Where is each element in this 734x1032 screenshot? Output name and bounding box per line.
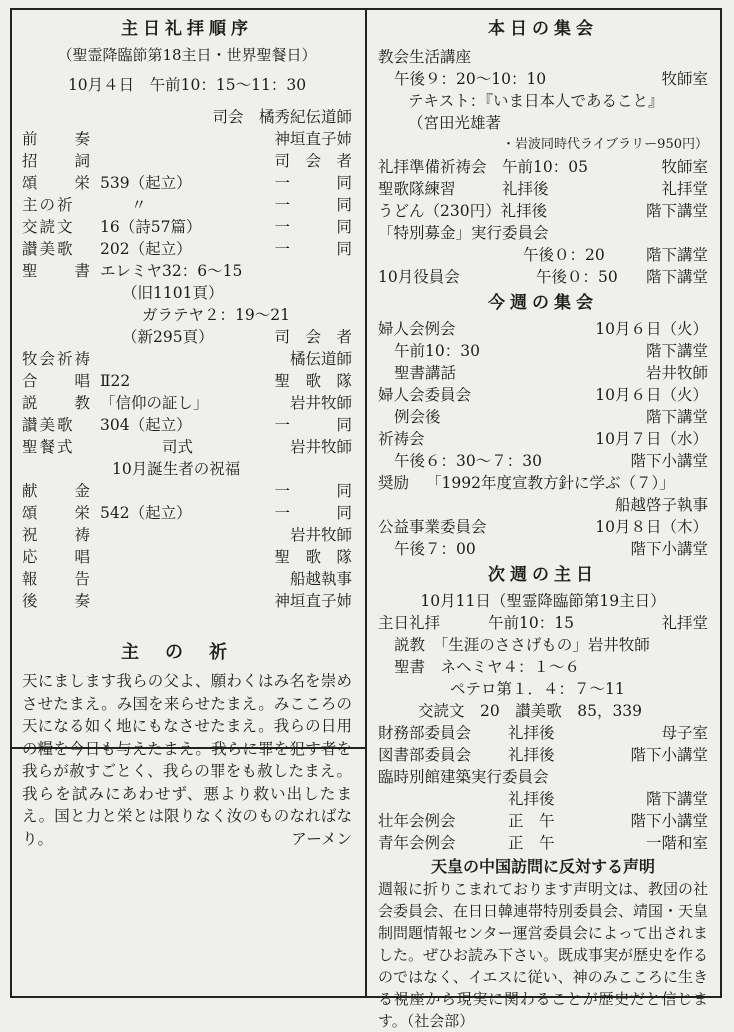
order-item-person: 司 会 者: [274, 152, 352, 170]
prayer-amen: アーメン: [291, 830, 352, 848]
order-item: [22, 524, 352, 546]
order-item-person: 一 同: [274, 416, 352, 434]
order-item-detail: 202（起立）: [100, 240, 192, 258]
public-works-date: 10月８日（木）: [595, 518, 708, 536]
column-divider: [365, 8, 367, 998]
worship-order-subtitle: （聖霊降臨節第18主日・世界聖餐日）: [57, 46, 317, 64]
order-item-label: 応 唱: [22, 548, 93, 566]
order-item-label: 後 奏: [22, 592, 93, 610]
womens-meeting-place: 階下講堂: [645, 342, 708, 360]
womens-meeting-date: 10月６日（火）: [595, 320, 708, 338]
lords-prayer-title: 主の祈: [121, 642, 253, 663]
lecture-time: 午後９：20〜10：10: [394, 70, 547, 88]
order-item-label: 前 奏: [22, 130, 93, 148]
order-item-label: 合 唱: [22, 372, 93, 390]
order-item-detail: エレミヤ32：6〜15: [100, 262, 243, 280]
meetings-column: [378, 18, 708, 1032]
order-item-detail: 司式: [100, 438, 194, 456]
building-committee-place: 階下講堂: [645, 790, 708, 808]
order-item: [22, 194, 352, 216]
scripture-reader: 司 会 者: [274, 328, 352, 346]
order-item: [22, 436, 352, 458]
order-item-person: 船越執事: [289, 570, 352, 588]
meeting-label: 壮年会例会: [378, 812, 456, 830]
order-item-detail: 16（詩57篇）: [100, 218, 202, 236]
next-bible-2: ペテロ第１．４：７〜11: [450, 680, 625, 698]
building-committee: 臨時別館建築実行委員会: [378, 768, 549, 786]
order-item-detail: 「信仰の証し」: [100, 394, 209, 412]
exhortation-label: 奨励: [378, 474, 410, 492]
building-committee-time: 礼拝後: [508, 790, 555, 808]
today-meeting-row: [378, 156, 708, 178]
order-item: [22, 348, 352, 370]
next-bible-1: 聖書 ネヘミヤ４：１〜６: [394, 658, 581, 676]
birthday-blessing: 10月誕生者の祝福: [112, 460, 241, 478]
next-sunday-date: 10月11日（聖霊降臨節第19主日）: [420, 592, 666, 610]
meeting-place: 階下講堂: [645, 202, 708, 220]
bible-talk: 聖書講話: [394, 364, 457, 382]
meeting-time: 礼拝後: [508, 724, 555, 742]
statement-text: 週報に折りこまれております声明文は、教団の社会委員会、在日日韓連帯特別委員会、靖国・天皇制問題情報センター運営委員会によって出されました。ぜひお読み下さい。既成事実が歴史を作るのではなく、イエスに従い、神のみこころに生きる視座から現実に関わることが歴史だと信じます。（社会部）: [378, 880, 709, 1030]
order-item-person: 一 同: [274, 240, 352, 258]
order-item-label: 祝 祷: [22, 526, 93, 544]
order-item: [22, 590, 352, 612]
public-works-committee: 公益事業委員会: [378, 518, 487, 536]
next-sermon: 説教 「生涯のささげもの」岩井牧師: [394, 636, 650, 654]
order-item-label: 交読文: [22, 218, 75, 236]
order-item: [22, 546, 352, 568]
worship-datetime: 10月４日 午前10：15〜11：30: [67, 76, 307, 94]
order-item-detail: [100, 480, 274, 502]
order-item-detail: 〃: [100, 196, 147, 214]
order-item: [22, 172, 352, 194]
order-item-label: 主の祈: [22, 196, 75, 214]
order-item-label: 聖 書: [22, 262, 93, 280]
order-item-detail: [100, 128, 274, 150]
today-meeting-row: [378, 178, 708, 200]
order-item-label: 頌 栄: [22, 504, 93, 522]
order-item-detail: [100, 546, 274, 568]
order-item-label: 報 告: [22, 570, 93, 588]
week-meetings-title: 今週の集会: [488, 293, 598, 313]
order-item: [22, 568, 352, 590]
next-worship: 主日礼拝: [378, 614, 441, 632]
next-meeting-row: [378, 744, 708, 766]
worship-order-column: [22, 18, 352, 850]
order-item-person: 一 同: [274, 196, 352, 214]
officers-time: 午後０：50: [535, 268, 618, 286]
meeting-label: 聖歌隊練習 礼拝後: [378, 180, 549, 198]
order-item-person: 岩井牧師: [289, 438, 352, 456]
next-worship-place: 礼拝堂: [661, 614, 708, 632]
order-item-label: 讃美歌: [22, 240, 75, 258]
meeting-time: 礼拝後: [508, 746, 555, 764]
order-item: [22, 238, 352, 260]
next-sunday-title: 次週の主日: [488, 565, 598, 585]
worship-order-title: 主日礼拝順序: [121, 19, 253, 39]
order-item: [22, 414, 352, 436]
order-item-label: 牧会祈祷: [22, 350, 93, 368]
next-reading-hymns: 交読文 20 讃美歌 85，339: [418, 702, 643, 720]
order-item-person: 神垣直子姉: [274, 592, 352, 610]
order-item-person: 一 同: [274, 174, 352, 192]
order-item: [22, 216, 352, 238]
order-item-person: 聖 歌 隊: [274, 548, 352, 566]
womens-committee: 婦人会委員会: [378, 386, 472, 404]
womens-committee-time: 例会後: [394, 408, 441, 426]
meeting-place: 母子室: [661, 724, 708, 742]
next-meeting-row: [378, 722, 708, 744]
public-works-time: 午後７：00: [394, 540, 476, 558]
meeting-place: 一階和室: [645, 834, 708, 852]
order-item: [22, 392, 352, 414]
lecture-author: （宮田光雄著: [408, 114, 502, 132]
order-item-person: 一 同: [274, 218, 352, 236]
order-item-label: 献 金: [22, 482, 93, 500]
today-meetings-title: 本日の集会: [488, 19, 598, 39]
next-worship-time: 午前10：15: [488, 614, 574, 632]
order-item-label: 招 詞: [22, 152, 93, 170]
order-item: [22, 128, 352, 150]
meeting-label: うどん（230円）礼拝後: [378, 202, 548, 220]
order-item: [22, 480, 352, 502]
bible-talk-by: 岩井牧師: [645, 364, 708, 382]
order-item-label: 聖餐式: [22, 438, 75, 456]
meeting-label: 財務部委員会: [378, 724, 472, 742]
special-fund-time: 午後０：20: [523, 246, 605, 264]
order-item: [22, 370, 352, 392]
order-item: [22, 150, 352, 172]
lecture-publisher: ・岩波同時代ライブラリー950円）: [501, 137, 708, 152]
scripture-new-page: （新295頁）: [122, 328, 214, 346]
scripture-nt: ガラテヤ２：19〜21: [142, 306, 290, 324]
order-item-detail: [100, 568, 290, 590]
lecture-name: 教会生活講座: [378, 48, 472, 66]
meeting-label: 図書部委員会: [378, 746, 472, 764]
womens-meeting-time: 午前10：30: [394, 342, 480, 360]
order-item-person: 一 同: [274, 482, 352, 500]
meeting-place: 牧師室: [661, 158, 708, 176]
officers-meeting: 10月役員会: [378, 268, 460, 286]
order-item: [22, 502, 352, 524]
meeting-label: 礼拝準備祈祷会 午前10：05: [378, 158, 588, 176]
order-item-label: 説 教: [22, 394, 93, 412]
lords-prayer-text: 天にまします我らの父よ、願わくはみ名を崇めさせたまえ。み国を来らせたまえ。みこころの天になる如く地にもなさせたまえ。我らの日用の糧を今日も与えたまえ。我らに罪を犯す者を我らが赦すごとく、我らの罪をも赦したまえ。我らを試みにあわせず、悪より救い出したまえ。国と力と栄とは限りなく汝のものなればなり。: [22, 672, 352, 848]
order-item-person: 神垣直子姉: [274, 130, 352, 148]
meeting-place: 階下小講堂: [630, 746, 708, 764]
order-item-detail: [100, 590, 274, 612]
womens-committee-date: 10月６日（火）: [595, 386, 708, 404]
order-item: [22, 260, 352, 282]
order-item-detail: 304（起立）: [100, 416, 192, 434]
order-item-detail: [100, 150, 274, 172]
lecture-text: テキスト：『いま日本人であること』: [408, 92, 664, 110]
order-item-detail: 542（起立）: [100, 504, 192, 522]
next-meeting-row: [378, 810, 708, 832]
meeting-label: 青年会例会: [378, 834, 456, 852]
meeting-place: 階下小講堂: [630, 812, 708, 830]
lecture-place: 牧師室: [661, 70, 708, 88]
order-item-person: 岩井牧師: [289, 394, 352, 412]
special-fund-place: 階下講堂: [645, 246, 708, 264]
special-fund-committee: 「特別募金」実行委員会: [378, 224, 549, 242]
prayer-meeting-date: 10月７日（水）: [595, 430, 708, 448]
next-meeting-row: [378, 832, 708, 854]
meeting-time: 正 午: [508, 834, 555, 852]
prayer-meeting-place: 階下小講堂: [630, 452, 708, 470]
worship-leader: 司会 橘秀紀伝道師: [212, 108, 352, 126]
exhortation-title: 「1992年度宣教方針に学ぶ（７）」: [426, 474, 675, 492]
order-item-person: 聖 歌 隊: [274, 372, 352, 390]
womens-committee-place: 階下講堂: [645, 408, 708, 426]
prayer-meeting-time: 午後６：30〜７：30: [394, 452, 542, 470]
exhortation-by: 船越啓子執事: [614, 496, 708, 514]
order-item-person: 一 同: [274, 504, 352, 522]
order-item-detail: [100, 348, 290, 370]
order-item-label: 頌 栄: [22, 174, 93, 192]
order-item-person: 橘伝道師: [289, 350, 352, 368]
order-item-detail: Ⅱ22: [100, 372, 131, 390]
scripture-old-page: （旧1101頁）: [122, 284, 224, 302]
meeting-place: 礼拝堂: [661, 180, 708, 198]
order-item-detail: [100, 524, 290, 546]
order-item-person: 岩井牧師: [289, 526, 352, 544]
order-item-label: 讃美歌: [22, 416, 75, 434]
officers-place: 階下講堂: [645, 268, 708, 286]
prayer-meeting: 祈祷会: [378, 430, 425, 448]
public-works-place: 階下小講堂: [630, 540, 708, 558]
statement-title: 天皇の中国訪問に反対する声明: [430, 857, 655, 876]
order-item-detail: 539（起立）: [100, 174, 192, 192]
meeting-time: 正 午: [508, 812, 555, 830]
today-meeting-row: [378, 200, 708, 222]
womens-meeting: 婦人会例会: [378, 320, 456, 338]
